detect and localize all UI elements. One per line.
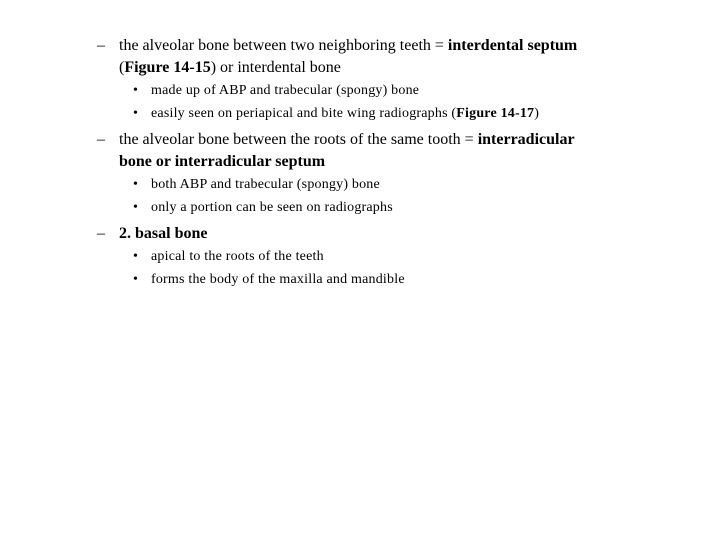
bullet-marker: • [133,177,139,192]
sub-bullet-only-portion [133,199,673,217]
text-segment: the alveolar bone between the roots of the same tooth = [119,131,478,148]
bullet-interdental-septum [97,35,657,79]
sub-bullet-text: apical to the roots of the teeth [151,249,324,264]
sub-bullet-text [151,105,673,123]
bullet-basal-bone [97,223,657,245]
bullet-text [119,129,657,173]
sub-bullet-text: only a portion can be seen on radiographs [151,200,393,215]
sub-bullet-text: both ABP and trabecular (spongy) bone [151,177,380,192]
text-segment: the alveolar bone between two neighboring teeth = [119,37,448,54]
bullet-marker: • [133,200,139,215]
bullet-text [119,35,657,79]
dash-marker: – [97,37,105,54]
dash-marker: – [97,225,105,242]
sub-bullet-text: made up of ABP and trabecular (spongy) bone [151,83,420,98]
sub-bullet-both-abp [133,176,673,194]
text-segment: ( [119,59,125,76]
sub-bullet-forms-body [133,271,673,289]
bullet-text [119,223,657,245]
bullet-interradicular-septum [97,129,657,173]
bullet-marker: • [133,83,139,98]
bullet-marker: • [133,106,139,121]
figure-reference: Figure 14-17 [456,106,535,121]
bold-term: interdental septum [447,37,578,54]
sub-bullet-text: forms the body of the maxilla and mandible [151,272,405,287]
bold-term: 2. basal bone [119,225,208,242]
bullet-marker: • [133,272,139,287]
bold-term: bone or interradicular septum [119,153,326,170]
dash-marker: – [97,131,105,148]
sub-bullet-apical [133,248,673,266]
bullet-marker: • [133,249,139,264]
text-segment: easily seen on periapical and bite wing radiographs ( [151,106,457,121]
figure-reference: Figure 14-15 [124,59,211,76]
sub-bullet-made-up-of [133,82,673,100]
sub-bullet-easily-seen [133,105,673,123]
text-segment: ) or interdental bone [210,59,341,76]
bold-term: interradicular [477,131,575,148]
text-segment: ) [534,106,540,121]
